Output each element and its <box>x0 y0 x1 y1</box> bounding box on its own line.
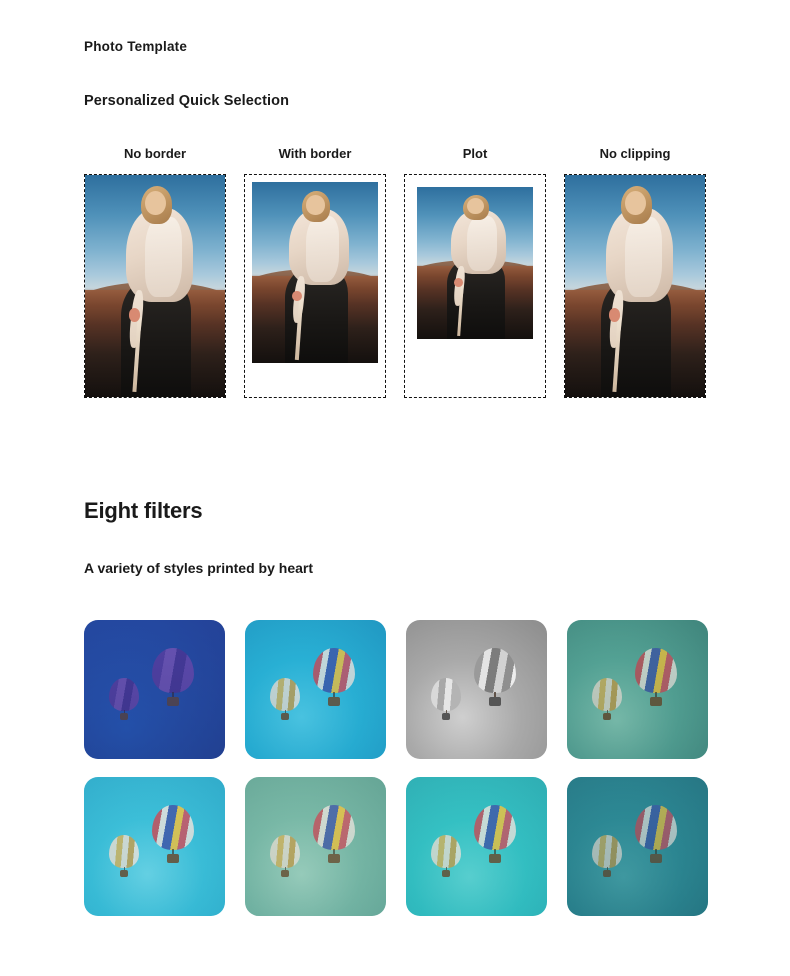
balloon-envelope <box>592 835 622 868</box>
page-title: Photo Template <box>84 39 188 54</box>
filter-tile-sky-light[interactable] <box>84 777 225 916</box>
template-option-label: No clipping <box>599 146 671 161</box>
template-preview-frame[interactable] <box>244 174 386 398</box>
photo-hand-shape <box>454 278 463 287</box>
balloon-envelope <box>313 648 355 694</box>
balloon-basket <box>603 713 611 720</box>
photo-hand-shape <box>292 291 302 302</box>
balloon-basket <box>281 713 289 720</box>
filter-tile-cyan-bright[interactable] <box>245 620 386 759</box>
balloon-large <box>635 805 677 863</box>
balloon-basket <box>167 697 179 706</box>
photo-scarf-shape <box>145 217 181 297</box>
template-option-plot[interactable] <box>404 146 546 398</box>
balloon-envelope <box>474 805 516 851</box>
balloon-large <box>152 805 194 863</box>
balloon-small <box>431 835 461 877</box>
balloon-envelope <box>270 678 300 711</box>
filter-tile-aqua-vivid[interactable] <box>406 777 547 916</box>
balloon-small <box>270 678 300 720</box>
balloon-basket <box>603 870 611 877</box>
filter-tile-deep-blue[interactable] <box>84 620 225 759</box>
template-option-with-border[interactable] <box>244 146 386 398</box>
balloon-basket <box>328 697 340 706</box>
balloon-basket <box>442 870 450 877</box>
section-heading-quick-selection: Personalized Quick Selection <box>84 93 290 109</box>
template-preview-frame[interactable] <box>564 174 706 398</box>
balloon-basket <box>442 713 450 720</box>
filter-tile-grayscale[interactable] <box>406 620 547 759</box>
photo-hand-shape <box>129 308 140 321</box>
balloon-envelope <box>431 835 461 868</box>
template-preview-frame[interactable] <box>84 174 226 398</box>
balloon-large <box>152 648 194 706</box>
filter-tile-teal-soft[interactable] <box>567 620 708 759</box>
photo-head-shape <box>306 195 325 215</box>
balloon-envelope <box>109 678 139 711</box>
photo-head-shape <box>625 191 646 215</box>
balloon-basket <box>167 854 179 863</box>
balloon-large <box>474 805 516 863</box>
balloon-basket <box>489 854 501 863</box>
photo-head-shape <box>145 191 166 215</box>
balloon-small <box>270 835 300 877</box>
template-option-label: With border <box>278 146 352 161</box>
balloon-large <box>474 648 516 706</box>
balloon-envelope <box>109 835 139 868</box>
balloon-basket <box>120 713 128 720</box>
balloon-basket <box>650 854 662 863</box>
balloon-small <box>431 678 461 720</box>
balloon-small <box>109 678 139 720</box>
filter-tile-mint-warm[interactable] <box>245 777 386 916</box>
balloon-small <box>592 835 622 877</box>
photo-preview <box>85 175 225 397</box>
template-preview-frame[interactable] <box>404 174 546 398</box>
photo-scarf-shape <box>306 216 339 281</box>
photo-preview <box>252 182 378 363</box>
balloon-envelope <box>270 835 300 868</box>
section-subheading-styles: A variety of styles printed by heart <box>84 560 313 576</box>
balloon-small <box>109 835 139 877</box>
balloon-basket <box>281 870 289 877</box>
balloon-envelope <box>635 805 677 851</box>
template-option-no-clipping[interactable] <box>564 146 706 398</box>
balloon-small <box>592 678 622 720</box>
balloon-envelope <box>152 805 194 851</box>
photo-hand-shape <box>609 308 620 321</box>
balloon-envelope <box>313 805 355 851</box>
balloon-large <box>313 648 355 706</box>
balloon-basket <box>328 854 340 863</box>
filter-tile-teal-deep[interactable] <box>567 777 708 916</box>
balloon-basket <box>650 697 662 706</box>
photo-preview <box>565 175 705 397</box>
photo-preview <box>417 187 533 339</box>
balloon-envelope <box>431 678 461 711</box>
balloon-basket <box>120 870 128 877</box>
balloon-envelope <box>592 678 622 711</box>
template-option-label: No border <box>123 146 187 161</box>
balloon-basket <box>489 697 501 706</box>
balloon-large <box>635 648 677 706</box>
filter-grid <box>84 620 710 916</box>
balloon-envelope <box>152 648 194 694</box>
balloon-large <box>313 805 355 863</box>
template-option-label: Plot <box>462 146 488 161</box>
balloon-envelope <box>474 648 516 694</box>
template-option-no-border[interactable] <box>84 146 226 398</box>
photo-scarf-shape <box>625 217 661 297</box>
template-options-row <box>84 146 714 408</box>
photo-scarf-shape <box>467 216 497 271</box>
section-heading-eight-filters: Eight filters <box>84 498 203 523</box>
balloon-envelope <box>635 648 677 694</box>
